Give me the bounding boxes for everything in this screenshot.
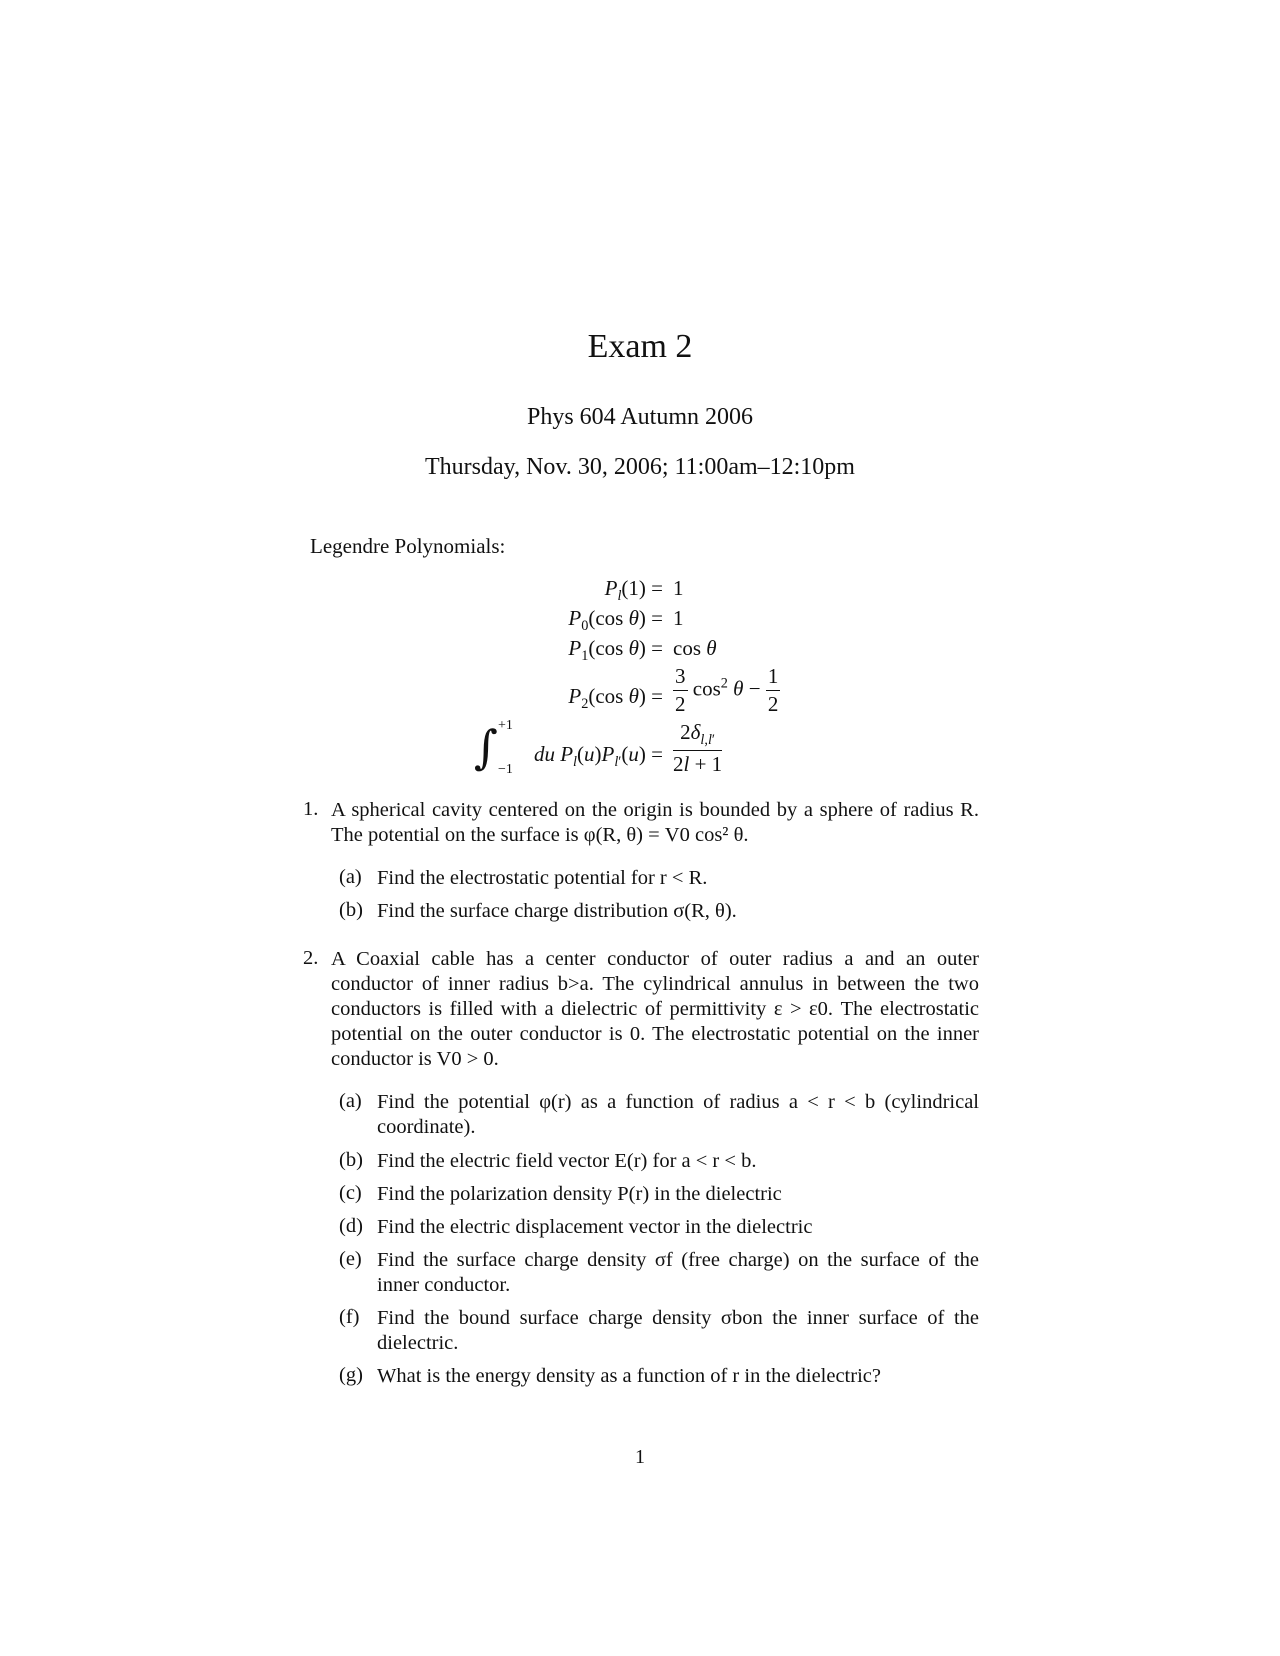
problem-2c-label: (c) <box>339 1182 362 1204</box>
problem-2g-label: (g) <box>339 1364 363 1386</box>
problem-2e-label: (e) <box>339 1248 362 1270</box>
page-number: 1 <box>635 1446 645 1468</box>
problem-2f-text: Find the bound surface charge density σbon the inner surface of the dielectric. <box>377 1307 979 1354</box>
problem-1b-label: (b) <box>339 899 363 921</box>
problem-2f-label: (f) <box>339 1306 360 1328</box>
problem-2d-label: (d) <box>339 1215 363 1237</box>
problem-2b-text: Find the electric field vector E(r) for a < r < b. <box>377 1150 757 1172</box>
problem-2e-text: Find the surface charge density σf (free charge) on the surface of the inner conductor. <box>377 1249 979 1296</box>
problem-2d-text: Find the electric displacement vector in the dielectric <box>377 1216 813 1238</box>
problem-1a-label: (a) <box>339 866 362 888</box>
legendre-heading: Legendre Polynomials: <box>310 534 506 558</box>
problem-2-text: A Coaxial cable has a center conductor of outer radius a and an outer conductor of inner radius b>a. The cylindrical annulus in between the two conductors is filled with a dielectric of permittivity ε > ε0. The electrostatic potential on the outer conductor is 0. The electrostatic potential on the inner conductor is V0 > 0. <box>331 948 979 1070</box>
problem-2c-text: Find the polarization density P(r) in the dielectric <box>377 1183 782 1205</box>
problem-2a-label: (a) <box>339 1090 362 1112</box>
problem-2a-text: Find the potential φ(r) as a function of radius a < r < b (cylindrical coordinate). <box>377 1091 979 1138</box>
problem-1a-text: Find the electrostatic potential for r < R. <box>377 867 708 889</box>
problem-1-number: 1. <box>303 798 319 820</box>
problem-2-number: 2. <box>303 947 319 969</box>
course-name: Phys 604 Autumn 2006 <box>526 404 754 430</box>
problem-1b-text: Find the surface charge distribution σ(R, θ). <box>377 900 737 922</box>
exam-title: Exam 2 <box>587 328 693 365</box>
problem-2g-text: What is the energy density as a function of r in the dielectric? <box>377 1365 881 1387</box>
exam-datetime: Thursday, Nov. 30, 2006; 11:00am–12:10pm <box>425 454 855 480</box>
problem-1-text: A spherical cavity centered on the origin is bounded by a sphere of radius R. The potential on the surface is φ(R, θ) = V0 cos² θ. <box>331 799 979 846</box>
problem-2b-label: (b) <box>339 1149 363 1171</box>
